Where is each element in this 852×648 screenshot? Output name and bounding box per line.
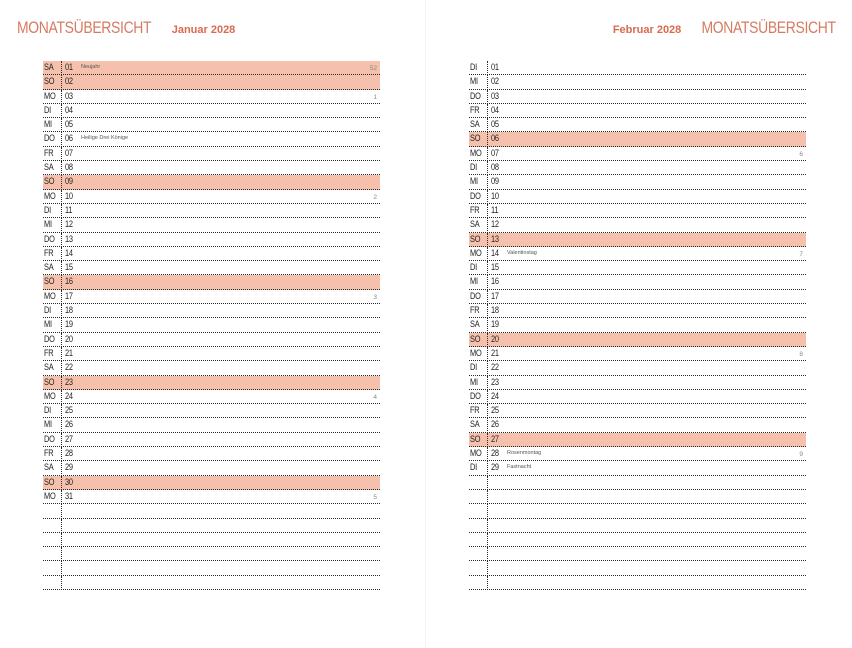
weekday-label: SO (44, 176, 55, 188)
week-number: 1 (373, 93, 377, 101)
day-row (43, 361, 380, 375)
page-title: MONATSÜBERSICHT (701, 18, 836, 37)
weekday-label: MI (470, 76, 478, 88)
day-row (43, 390, 380, 404)
weekday-label: SA (470, 419, 480, 431)
day-number: 07 (65, 147, 73, 159)
day-number: 24 (491, 390, 499, 402)
weekday-label: SA (44, 262, 54, 274)
day-number: 04 (65, 104, 73, 116)
weekday-label: MI (44, 119, 52, 131)
holiday-label: Heilige Drei Könige (81, 135, 129, 142)
day-row (469, 418, 806, 432)
column-divider (61, 104, 62, 118)
column-divider (61, 519, 62, 533)
weekday-label: MO (470, 147, 482, 159)
day-number: 10 (491, 190, 499, 202)
day-row (469, 361, 806, 375)
page-header (613, 18, 836, 38)
column-divider (61, 190, 62, 204)
weekday-label: MI (470, 376, 478, 388)
day-number: 27 (491, 433, 499, 445)
column-divider (61, 547, 62, 561)
day-row (469, 447, 806, 461)
weekday-label: DO (44, 433, 55, 445)
column-divider (61, 390, 62, 404)
day-row (43, 318, 380, 332)
day-row (43, 61, 380, 75)
weekday-label: MO (470, 347, 482, 359)
weekday-label: MI (470, 176, 478, 188)
day-number: 08 (65, 162, 73, 174)
day-number: 27 (65, 433, 73, 445)
day-row (469, 218, 806, 232)
weekday-label: DO (470, 190, 481, 202)
day-row (469, 333, 806, 347)
weekday-label: SA (44, 462, 54, 474)
weekday-label: SO (44, 76, 55, 88)
day-number: 23 (65, 376, 73, 388)
empty-row (43, 533, 380, 547)
day-row (469, 104, 806, 118)
day-number: 07 (491, 147, 499, 159)
empty-row (43, 504, 380, 518)
day-number: 19 (491, 319, 499, 331)
day-number: 02 (491, 76, 499, 88)
day-row (469, 132, 806, 146)
day-row (43, 418, 380, 432)
day-number: 21 (491, 347, 499, 359)
column-divider (487, 576, 488, 590)
column-divider (61, 504, 62, 518)
month-label: Februar 2028 (612, 24, 682, 36)
column-divider (487, 547, 488, 561)
empty-row (469, 504, 806, 518)
weekday-label: SO (470, 333, 481, 345)
day-row (43, 376, 380, 390)
column-divider (487, 561, 488, 575)
column-divider (487, 433, 488, 447)
weekday-label: MI (44, 319, 52, 331)
day-number: 20 (491, 333, 499, 345)
column-divider (61, 576, 62, 590)
day-row (469, 404, 806, 418)
weekday-label: DI (470, 262, 477, 274)
weekday-label: DO (44, 333, 55, 345)
weekday-label: DO (470, 390, 481, 402)
week-number: 52 (369, 65, 377, 72)
day-row (43, 175, 380, 189)
day-number: 20 (65, 333, 73, 345)
day-number: 30 (65, 476, 73, 488)
column-divider (487, 376, 488, 390)
day-row (469, 433, 806, 447)
empty-row (469, 547, 806, 561)
weekday-label: MO (44, 190, 56, 202)
day-row (469, 190, 806, 204)
column-divider (487, 190, 488, 204)
day-number: 13 (65, 233, 73, 245)
day-row (469, 461, 806, 475)
day-number: 28 (491, 448, 499, 460)
column-divider (61, 247, 62, 261)
weekday-label: DI (44, 204, 51, 216)
column-divider (61, 90, 62, 104)
column-divider (487, 504, 488, 518)
column-divider (61, 490, 62, 504)
holiday-label: Fastnacht (507, 464, 532, 471)
column-divider (487, 404, 488, 418)
day-number: 13 (491, 233, 499, 245)
weekday-label: FR (470, 305, 480, 317)
day-row (469, 90, 806, 104)
weekday-label: FR (44, 247, 54, 259)
weekday-label: DI (470, 62, 477, 73)
day-number: 01 (65, 62, 73, 73)
empty-row (469, 519, 806, 533)
column-divider (487, 75, 488, 89)
column-divider (61, 461, 62, 475)
day-number: 08 (491, 162, 499, 174)
column-divider (487, 461, 488, 475)
weekday-label: FR (44, 448, 54, 460)
day-number: 25 (491, 405, 499, 417)
weekday-label: DO (470, 90, 481, 102)
day-number: 26 (65, 419, 73, 431)
weekday-label: SA (470, 119, 480, 131)
week-number: 5 (373, 493, 377, 501)
empty-row (469, 476, 806, 490)
column-divider (487, 347, 488, 361)
weekday-label: MI (44, 219, 52, 231)
column-divider (487, 90, 488, 104)
day-number: 25 (65, 405, 73, 417)
day-grid (43, 61, 380, 590)
empty-row (469, 490, 806, 504)
weekday-label: DI (470, 162, 477, 174)
day-number: 16 (491, 276, 499, 288)
day-number: 03 (65, 90, 73, 102)
day-row (43, 247, 380, 261)
weekday-label: SA (470, 219, 480, 231)
page-title: MONATSÜBERSICHT (17, 18, 152, 37)
weekday-label: DO (470, 290, 481, 302)
weekday-label: DI (470, 362, 477, 374)
week-number: 4 (373, 393, 377, 401)
day-row (43, 132, 380, 146)
column-divider (61, 561, 62, 575)
column-divider (61, 533, 62, 547)
day-row (43, 275, 380, 289)
day-row (469, 204, 806, 218)
day-row (469, 347, 806, 361)
day-row (43, 218, 380, 232)
day-number: 01 (491, 62, 499, 73)
day-row (469, 376, 806, 390)
day-row (43, 90, 380, 104)
column-divider (61, 418, 62, 432)
column-divider (61, 361, 62, 375)
day-number: 05 (491, 119, 499, 131)
column-divider (487, 447, 488, 461)
column-divider (61, 75, 62, 89)
holiday-label: Rosenmontag (507, 450, 542, 457)
day-row (43, 333, 380, 347)
day-number: 31 (65, 490, 73, 502)
day-row (43, 161, 380, 175)
weekday-label: DI (44, 305, 51, 317)
weekday-label: FR (470, 405, 480, 417)
week-number: 9 (799, 451, 803, 459)
holiday-label: Valentinstag (507, 249, 537, 256)
weekday-label: SA (44, 362, 54, 374)
weekday-label: MO (44, 290, 56, 302)
day-number: 19 (65, 319, 73, 331)
day-row (43, 204, 380, 218)
column-divider (487, 333, 488, 347)
empty-row (43, 576, 380, 590)
day-row (43, 261, 380, 275)
day-row (43, 476, 380, 490)
week-number: 2 (373, 193, 377, 201)
day-row (43, 347, 380, 361)
day-row (469, 304, 806, 318)
page-february (426, 0, 852, 648)
column-divider (487, 490, 488, 504)
day-number: 26 (491, 419, 499, 431)
column-divider (61, 476, 62, 490)
column-divider (61, 318, 62, 332)
column-divider (61, 433, 62, 447)
column-divider (61, 233, 62, 247)
column-divider (487, 147, 488, 161)
weekday-label: DI (470, 462, 477, 474)
column-divider (487, 304, 488, 318)
month-label: Januar 2028 (171, 24, 236, 36)
column-divider (487, 290, 488, 304)
week-number: 6 (799, 150, 803, 158)
day-row (469, 233, 806, 247)
empty-row (43, 519, 380, 533)
column-divider (487, 161, 488, 175)
day-number: 09 (65, 176, 73, 188)
column-divider (487, 519, 488, 533)
day-number: 02 (65, 76, 73, 88)
day-number: 06 (491, 133, 499, 145)
column-divider (61, 61, 62, 75)
day-number: 17 (491, 290, 499, 302)
column-divider (487, 533, 488, 547)
day-row (43, 404, 380, 418)
column-divider (487, 61, 488, 75)
column-divider (487, 233, 488, 247)
day-row (43, 490, 380, 504)
day-number: 10 (65, 190, 73, 202)
day-number: 24 (65, 390, 73, 402)
column-divider (487, 418, 488, 432)
week-number: 3 (373, 293, 377, 301)
day-row (43, 447, 380, 461)
day-number: 14 (65, 247, 73, 259)
page-header (17, 18, 235, 38)
day-grid (469, 61, 806, 590)
empty-row (469, 576, 806, 590)
column-divider (61, 175, 62, 189)
column-divider (487, 476, 488, 490)
column-divider (61, 204, 62, 218)
day-number: 11 (491, 204, 499, 216)
day-row (43, 233, 380, 247)
weekday-label: SO (470, 233, 481, 245)
column-divider (487, 104, 488, 118)
weekday-label: SA (44, 162, 54, 174)
day-number: 06 (65, 133, 73, 145)
day-row (469, 261, 806, 275)
column-divider (487, 318, 488, 332)
day-number: 22 (65, 362, 73, 374)
week-number: 8 (799, 350, 803, 358)
day-number: 18 (491, 305, 499, 317)
day-row (469, 147, 806, 161)
day-row (43, 190, 380, 204)
column-divider (61, 275, 62, 289)
day-row (469, 275, 806, 289)
week-number: 7 (799, 250, 803, 258)
weekday-label: SA (470, 319, 480, 331)
weekday-label: SO (44, 276, 55, 288)
day-number: 14 (491, 247, 499, 259)
column-divider (61, 290, 62, 304)
day-number: 23 (491, 376, 499, 388)
weekday-label: DI (44, 104, 51, 116)
day-number: 11 (65, 204, 73, 216)
column-divider (487, 132, 488, 146)
weekday-label: DO (44, 133, 55, 145)
day-number: 09 (491, 176, 499, 188)
weekday-label: FR (44, 147, 54, 159)
column-divider (487, 275, 488, 289)
weekday-label: SO (470, 433, 481, 445)
weekday-label: FR (44, 347, 54, 359)
day-row (469, 390, 806, 404)
empty-row (469, 561, 806, 575)
day-row (469, 161, 806, 175)
day-row (43, 304, 380, 318)
column-divider (61, 261, 62, 275)
weekday-label: MO (44, 390, 56, 402)
column-divider (487, 175, 488, 189)
day-number: 18 (65, 305, 73, 317)
weekday-label: SO (44, 376, 55, 388)
day-number: 03 (491, 90, 499, 102)
weekday-label: MO (44, 490, 56, 502)
weekday-label: MI (44, 419, 52, 431)
column-divider (61, 347, 62, 361)
day-number: 29 (491, 462, 499, 474)
empty-row (43, 561, 380, 575)
day-number: 22 (491, 362, 499, 374)
weekday-label: DI (44, 405, 51, 417)
day-number: 17 (65, 290, 73, 302)
weekday-label: FR (470, 204, 480, 216)
column-divider (61, 132, 62, 146)
day-number: 21 (65, 347, 73, 359)
day-number: 29 (65, 462, 73, 474)
day-number: 16 (65, 276, 73, 288)
column-divider (487, 247, 488, 261)
day-row (469, 247, 806, 261)
column-divider (61, 447, 62, 461)
day-number: 28 (65, 448, 73, 460)
column-divider (61, 161, 62, 175)
column-divider (61, 118, 62, 132)
day-row (43, 290, 380, 304)
day-row (43, 433, 380, 447)
empty-row (469, 533, 806, 547)
column-divider (61, 147, 62, 161)
column-divider (487, 261, 488, 275)
day-number: 12 (491, 219, 499, 231)
column-divider (61, 333, 62, 347)
weekday-label: MO (470, 247, 482, 259)
day-number: 15 (65, 262, 73, 274)
column-divider (487, 390, 488, 404)
day-number: 05 (65, 119, 73, 131)
day-row (43, 461, 380, 475)
weekday-label: MO (470, 448, 482, 460)
day-number: 15 (491, 262, 499, 274)
day-row (469, 318, 806, 332)
column-divider (487, 361, 488, 375)
column-divider (61, 404, 62, 418)
weekday-label: SA (44, 62, 54, 73)
day-row (43, 75, 380, 89)
empty-row (43, 547, 380, 561)
day-number: 04 (491, 104, 499, 116)
day-row (469, 75, 806, 89)
weekday-label: FR (470, 104, 480, 116)
day-row (43, 118, 380, 132)
weekday-label: MI (470, 276, 478, 288)
column-divider (487, 118, 488, 132)
weekday-label: SO (44, 476, 55, 488)
day-row (469, 290, 806, 304)
column-divider (487, 218, 488, 232)
column-divider (61, 304, 62, 318)
day-row (43, 147, 380, 161)
column-divider (61, 218, 62, 232)
weekday-label: MO (44, 90, 56, 102)
day-number: 12 (65, 219, 73, 231)
day-row (43, 104, 380, 118)
weekday-label: DO (44, 233, 55, 245)
weekday-label: SO (470, 133, 481, 145)
day-row (469, 118, 806, 132)
day-row (469, 61, 806, 75)
day-row (469, 175, 806, 189)
holiday-label: Neujahr (81, 64, 101, 70)
column-divider (487, 204, 488, 218)
column-divider (61, 376, 62, 390)
